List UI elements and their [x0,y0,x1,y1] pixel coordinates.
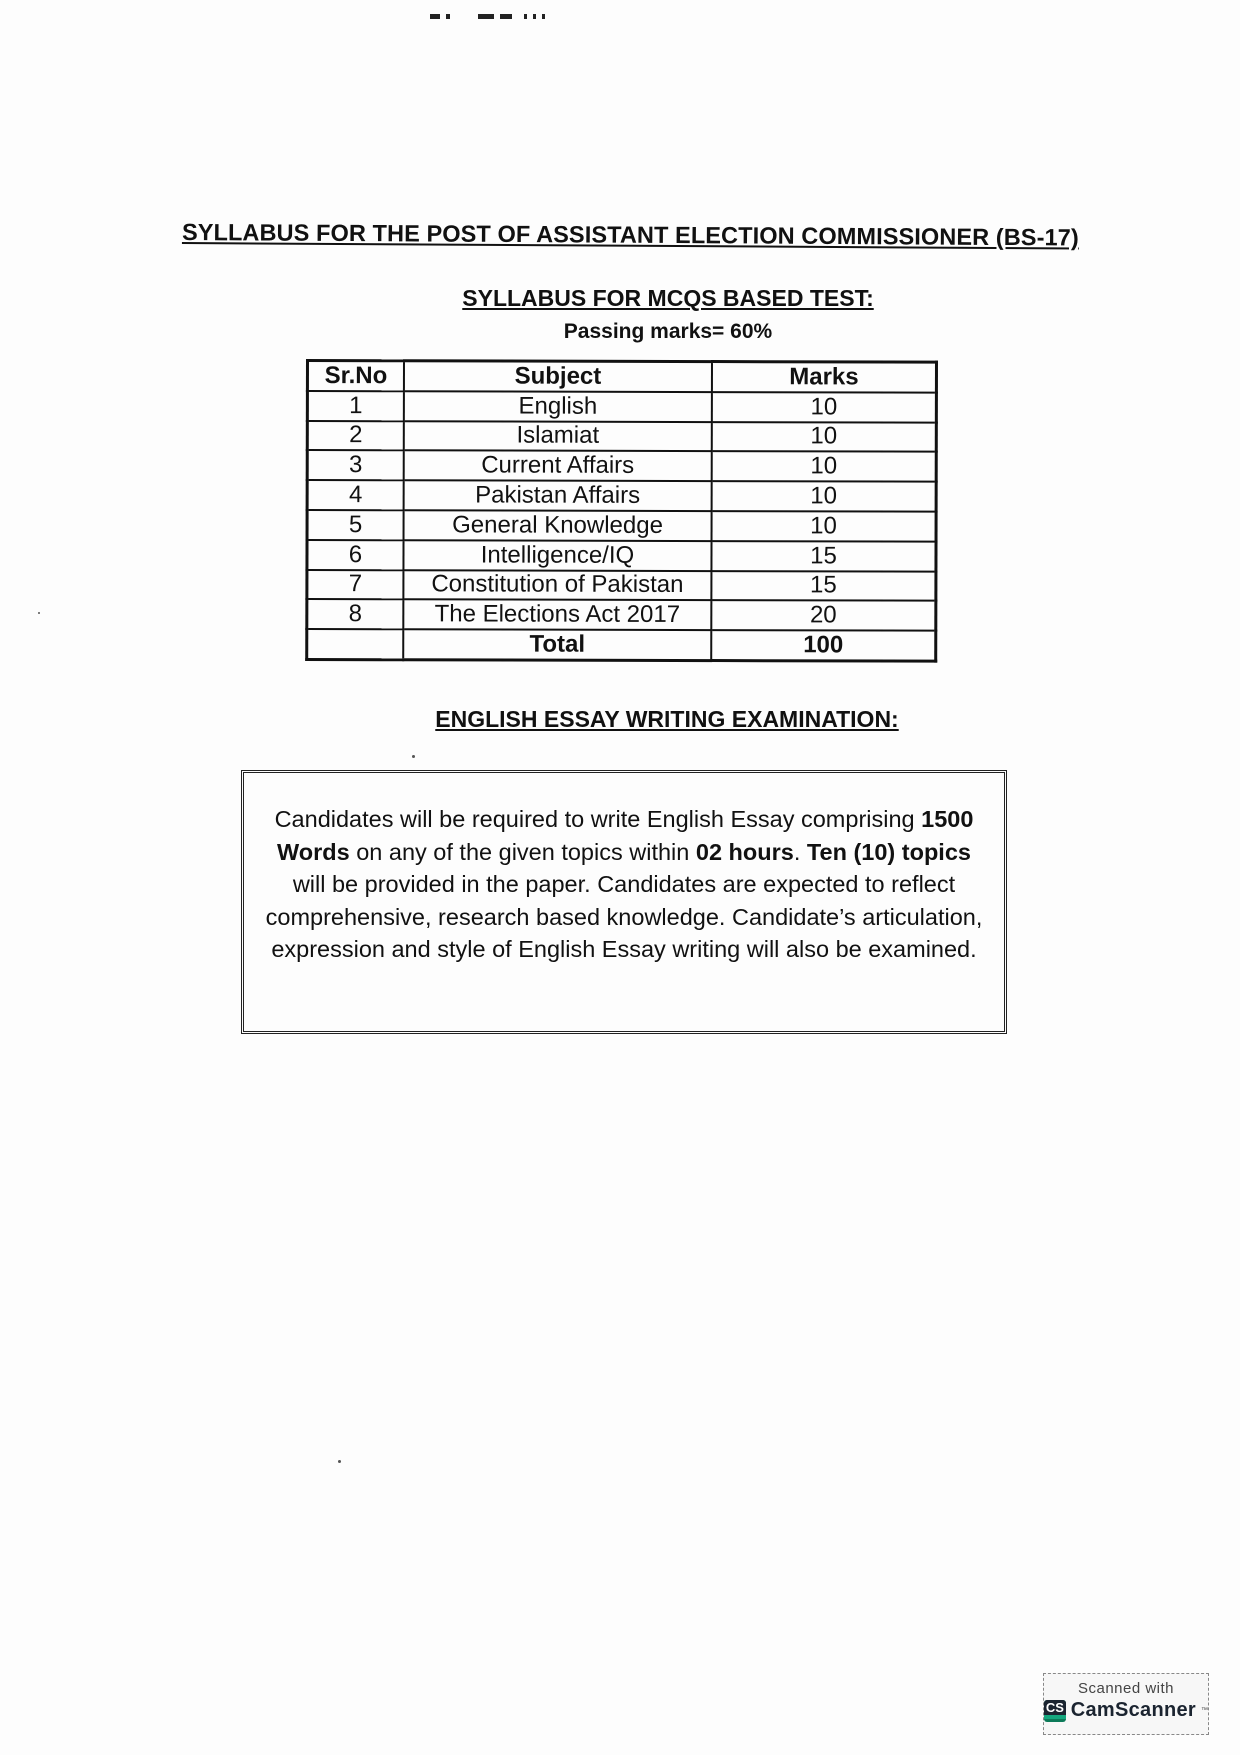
table-row [307,450,936,481]
document-title: SYLLABUS FOR THE POST OF ASSISTANT ELECTION COMMISSIONER (BS-17) [181,219,1079,251]
marks-cell: 10 [712,422,937,452]
marks-cell: 20 [711,600,936,630]
table-row [307,391,936,422]
marks-cell: 10 [712,451,937,481]
scan-speck [412,755,415,758]
header-marks: Marks [712,362,937,393]
marks-cell: 10 [712,481,937,511]
subject-cell: Islamiat [404,421,712,452]
marks-cell: 15 [711,571,936,601]
sr-no-cell: 8 [307,599,404,629]
sr-no-cell: 7 [307,570,404,600]
essay-duration: 02 hours [695,838,794,865]
scan-artifact-marks [430,14,545,20]
scan-speck [338,1460,341,1463]
essay-text: . [793,838,807,865]
mcq-section-heading: SYLLABUS FOR MCQS BASED TEST: [462,285,874,311]
sr-no-cell: 5 [307,510,404,540]
subject-cell: Constitution of Pakistan [403,570,711,601]
essay-instructions-box [241,770,1007,1034]
total-label: Total [403,629,711,660]
header-subject: Subject [404,361,712,392]
subject-cell: English [404,391,712,422]
header-sr-no: Sr.No [307,361,404,392]
sr-no-cell: 6 [307,540,404,570]
table-row [307,540,936,571]
sr-no-cell: 1 [307,391,404,421]
table-row [307,510,936,541]
passing-marks: Passing marks= 60% [563,320,773,343]
sr-no-cell [307,629,404,660]
subject-cell: The Elections Act 2017 [403,600,711,631]
camscanner-brand-name: CamScanner [1070,1699,1196,1721]
total-marks: 100 [711,630,936,661]
camscanner-logo-icon: CS [1044,1700,1066,1722]
essay-word-count: 1500 Words [277,806,974,865]
essay-section-heading: ENGLISH ESSAY WRITING EXAMINATION: [435,706,899,732]
marks-cell: 10 [712,511,937,541]
essay-text: Candidates will be required to write English Essay comprising [274,806,922,832]
marks-cell: 15 [711,541,936,571]
scanned-with-label: Scanned with [1077,1680,1175,1697]
subject-cell: General Knowledge [404,510,712,541]
scan-speck [38,612,40,614]
camscanner-brand-row [1044,1699,1208,1722]
table-row [307,599,936,630]
essay-text: on any of the given topics within [349,838,696,865]
table-row [307,480,936,511]
sr-no-cell: 4 [307,480,404,510]
essay-text: will be provided in the paper. Candidates are expected to reflect comprehensive, research based knowledge. Candidate’s articulation, expression and style of English Essay writing will also be examined. [265,871,983,962]
trademark-symbol: ™ [1201,1707,1208,1714]
table-header-row [307,361,936,393]
marks-table [305,359,938,663]
subject-cell: Current Affairs [404,451,712,482]
marks-cell: 10 [712,392,937,422]
table-total-row [307,629,936,661]
camscanner-watermark [1043,1673,1209,1735]
table-row [307,570,936,601]
sr-no-cell: 2 [307,421,404,451]
essay-topic-count: Ten (10) topics [806,838,971,865]
subject-cell: Pakistan Affairs [404,480,712,511]
sr-no-cell: 3 [307,450,404,480]
table-row [307,421,936,452]
subject-cell: Intelligence/IQ [403,540,711,571]
